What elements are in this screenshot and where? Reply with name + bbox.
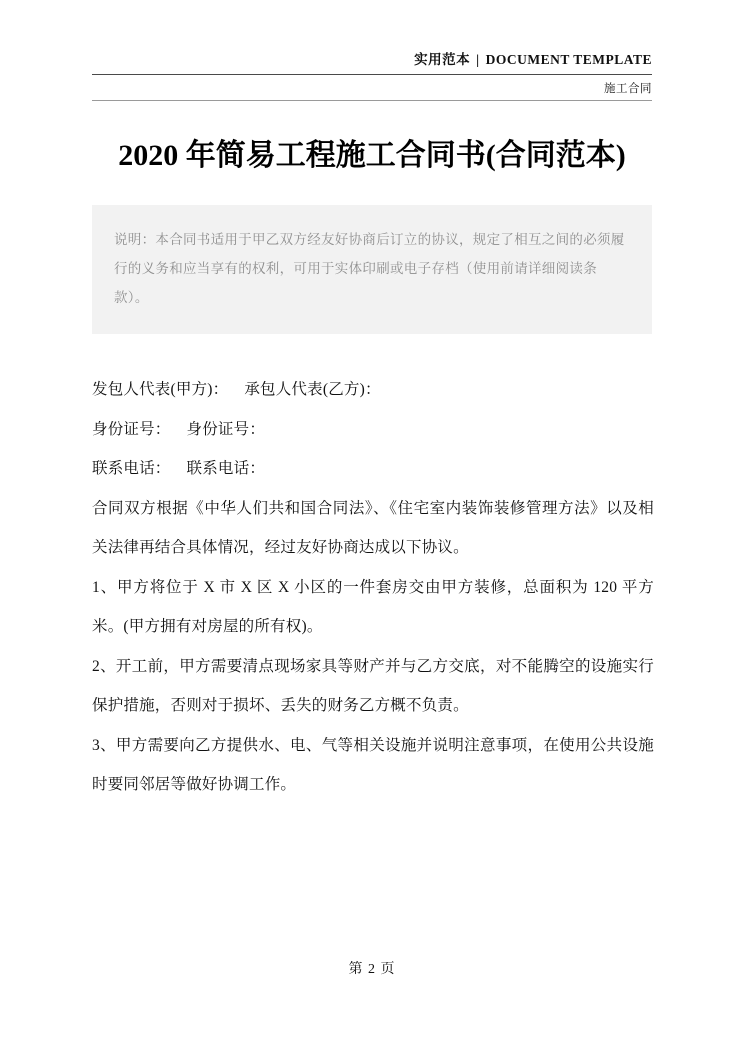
header-divider-secondary bbox=[92, 100, 652, 101]
page-header bbox=[92, 48, 652, 101]
party-a-phone-label: 联系电话： bbox=[92, 460, 171, 478]
party-a-rep-label: 发包人代表(甲方)： bbox=[92, 381, 229, 398]
header-brand-cn: 实用范本 bbox=[414, 52, 471, 67]
clause-1: 1、甲方将位于 X 市 X 区 X 小区的一件套房交由甲方装修，总面积为 120 平方米。(甲方拥有对房屋的所有权)。 bbox=[92, 578, 654, 636]
body-line-phone bbox=[92, 449, 654, 489]
header-brand-row bbox=[92, 48, 652, 74]
party-b-phone-label: 联系电话： bbox=[186, 460, 266, 478]
header-category: 施工合同 bbox=[604, 83, 652, 95]
page-footer: 第 2 页 bbox=[348, 962, 396, 977]
header-brand-en: DOCUMENT TEMPLATE bbox=[485, 52, 652, 67]
header-separator: | bbox=[476, 52, 480, 67]
party-b-rep-label: 承包人代表(乙方)： bbox=[244, 381, 381, 398]
body-line-id bbox=[92, 410, 654, 450]
note-box: 说明：本合同书适用于甲乙双方经友好协商后订立的协议，规定了相互之间的必须履行的义务和应当享有的权利，可用于实体印刷或电子存档（使用前请详细阅读条款）。 bbox=[92, 205, 652, 334]
party-a-id-label: 身份证号： bbox=[92, 420, 171, 438]
page-title: 2020 年简易工程施工合同书(合同范本) bbox=[118, 139, 626, 172]
body-line-representatives bbox=[92, 370, 654, 410]
document-body bbox=[92, 370, 654, 805]
paragraph-legal-basis: 合同双方根据《中华人们共和国合同法》、《住宅室内装饰装修管理方法》以及相关法律再结合具体情况，经过友好协商达成以下协议。 bbox=[92, 499, 654, 557]
party-b-id-label: 身份证号： bbox=[186, 420, 266, 438]
clause-3: 3、甲方需要向乙方提供水、电、气等相关设施并说明注意事项，在使用公共设施时要同邻居等做好协调工作。 bbox=[92, 736, 654, 794]
clause-2: 2、开工前，甲方需要清点现场家具等财产并与乙方交底，对不能腾空的设施实行保护措施，否则对于损坏、丢失的财务乙方概不负责。 bbox=[92, 657, 654, 715]
